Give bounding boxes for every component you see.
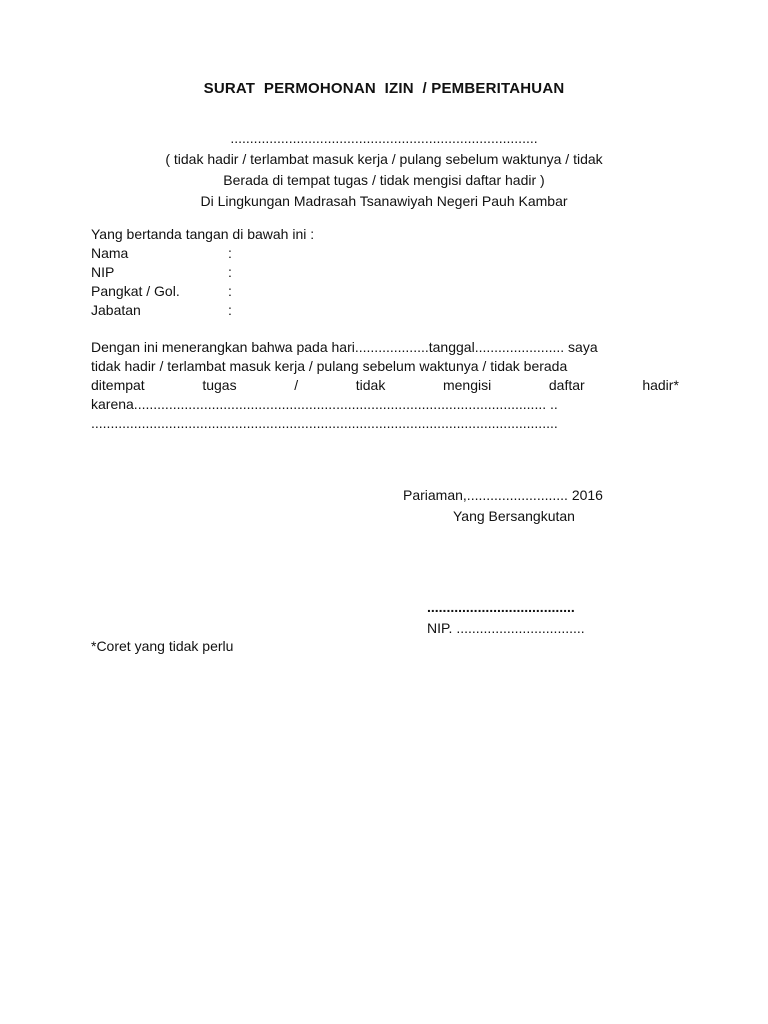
field-label-jabatan: Jabatan xyxy=(91,302,141,318)
heading-line-2: Berada di tempat tugas / tidak mengisi daftar hadir ) xyxy=(223,172,545,188)
field-row-nama xyxy=(91,244,314,263)
intro-text: Yang bertanda tangan di bawah ini : xyxy=(91,226,315,242)
place-date-line: Pariaman,.......................... 2016 xyxy=(403,487,603,503)
paragraph-line-3 xyxy=(91,376,679,395)
field-colon: : xyxy=(228,264,232,280)
field-label-nama: Nama xyxy=(91,245,129,261)
identity-section xyxy=(91,225,314,320)
heading-line-3: Di Lingkungan Madrasah Tsanawiyah Negeri Pauh Kambar xyxy=(200,193,568,209)
heading-line-1: ( tidak hadir / terlambat masuk kerja / pulang sebelum waktunya / tidak xyxy=(165,151,603,167)
paragraph-word: hadir* xyxy=(642,377,679,393)
page-title: SURAT PERMOHONAN IZIN / PEMBERITAHUAN xyxy=(203,80,565,97)
paragraph-word: ditempat xyxy=(91,377,145,393)
paragraph-line-2: tidak hadir / terlambat masuk kerja / pulang sebelum waktunya / tidak berada xyxy=(91,358,568,374)
footnote: *Coret yang tidak perlu xyxy=(91,638,234,654)
statement-paragraph xyxy=(91,338,679,433)
heading-dots: ............................................................................... xyxy=(230,130,538,146)
field-label-nip: NIP xyxy=(91,264,115,280)
paragraph-line-5: ........................................................................................................................ xyxy=(91,415,558,431)
paragraph-word: mengisi xyxy=(442,377,492,393)
field-row-jabatan xyxy=(91,301,314,320)
heading-block xyxy=(0,128,768,212)
field-colon: : xyxy=(228,283,232,299)
paragraph-word: daftar xyxy=(548,377,585,393)
signer-nip: NIP. ................................. xyxy=(427,620,585,636)
paragraph-line-1: Dengan ini menerangkan bahwa pada hari...................tanggal....................... saya xyxy=(91,339,598,355)
field-colon: : xyxy=(228,302,232,318)
paragraph-word: tidak xyxy=(355,377,386,393)
signature-line: ...................................... xyxy=(427,599,575,615)
paragraph-line-4: karena.......................................................................................................... .. xyxy=(91,396,558,412)
field-colon: : xyxy=(228,245,232,261)
paragraph-word: tugas xyxy=(202,377,237,393)
paragraph-word: / xyxy=(294,377,299,393)
field-label-pangkat: Pangkat / Gol. xyxy=(91,283,180,299)
field-row-nip xyxy=(91,263,314,282)
field-row-pangkat xyxy=(91,282,314,301)
signer-title: Yang Bersangkutan xyxy=(453,508,575,524)
